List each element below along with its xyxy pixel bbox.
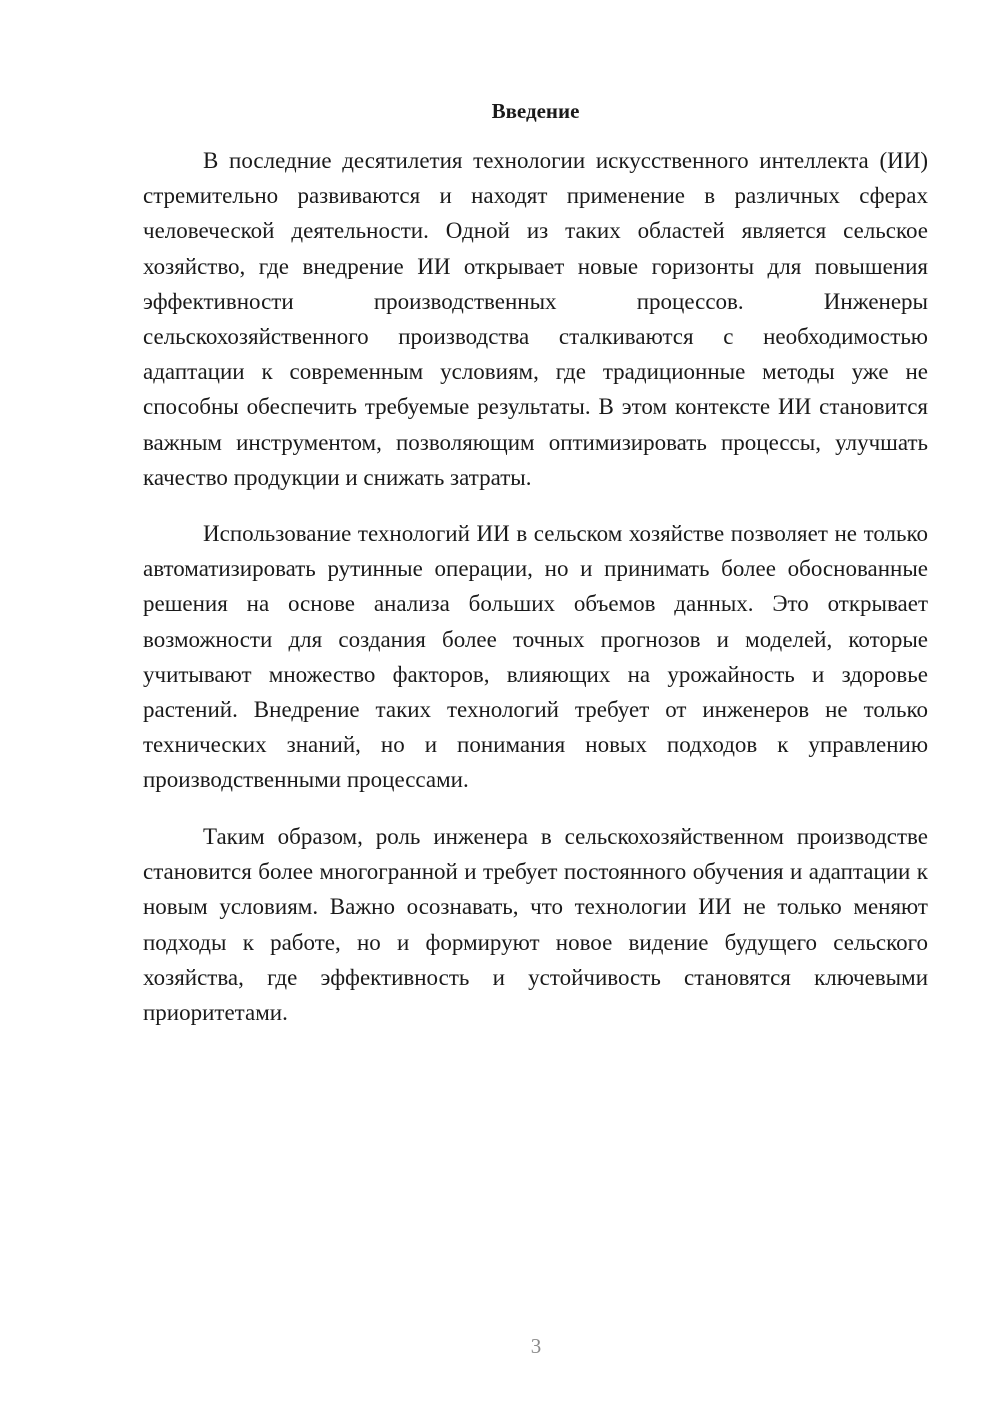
paragraph-1: В последние десятилетия технологии искусственного интеллекта (ИИ) стремительно развиваются и находят применение в различных сферах человеческой деятельности. Одной из таких областей является сельское хозяйство, где внедрение ИИ открывает новые горизонты для повышения эффективности производственных процессов. Инженеры сельскохозяйственного производства сталкиваются с необходимостью адаптации к современным условиям, где традиционные методы уже не способны обеспечить требуемые результаты. В этом контексте ИИ становится важным инструментом, позволяющим оптимизировать процессы, улучшать качество продукции и снижать затраты. <box>143 148 928 490</box>
section-heading: Введение <box>491 99 580 123</box>
paragraph-3: Таким образом, роль инженера в сельскохозяйственном производстве становится более многогранной и требует постоянного обучения и адаптации к новым условиям. Важно осознавать, что технологии ИИ не только меняют подходы к работе, но и формируют новое видение будущего сельского хозяйства, где эффективность и устойчивость становятся ключевыми приоритетами. <box>143 824 928 1026</box>
paragraph-2: Использование технологий ИИ в сельском хозяйстве позволяет не только автоматизировать рутинные операции, но и принимать более обоснованные решения на основе анализа больших объемов данных. Это открывает возможности для создания более точных прогнозов и моделей, которые учитывают множество факторов, влияющих на урожайность и здоровье растений. Внедрение таких технологий требует от инженеров не только технических знаний, но и понимания новых подходов к управлению производственными процессами. <box>143 521 928 793</box>
page-number: 3 <box>530 1334 542 1358</box>
